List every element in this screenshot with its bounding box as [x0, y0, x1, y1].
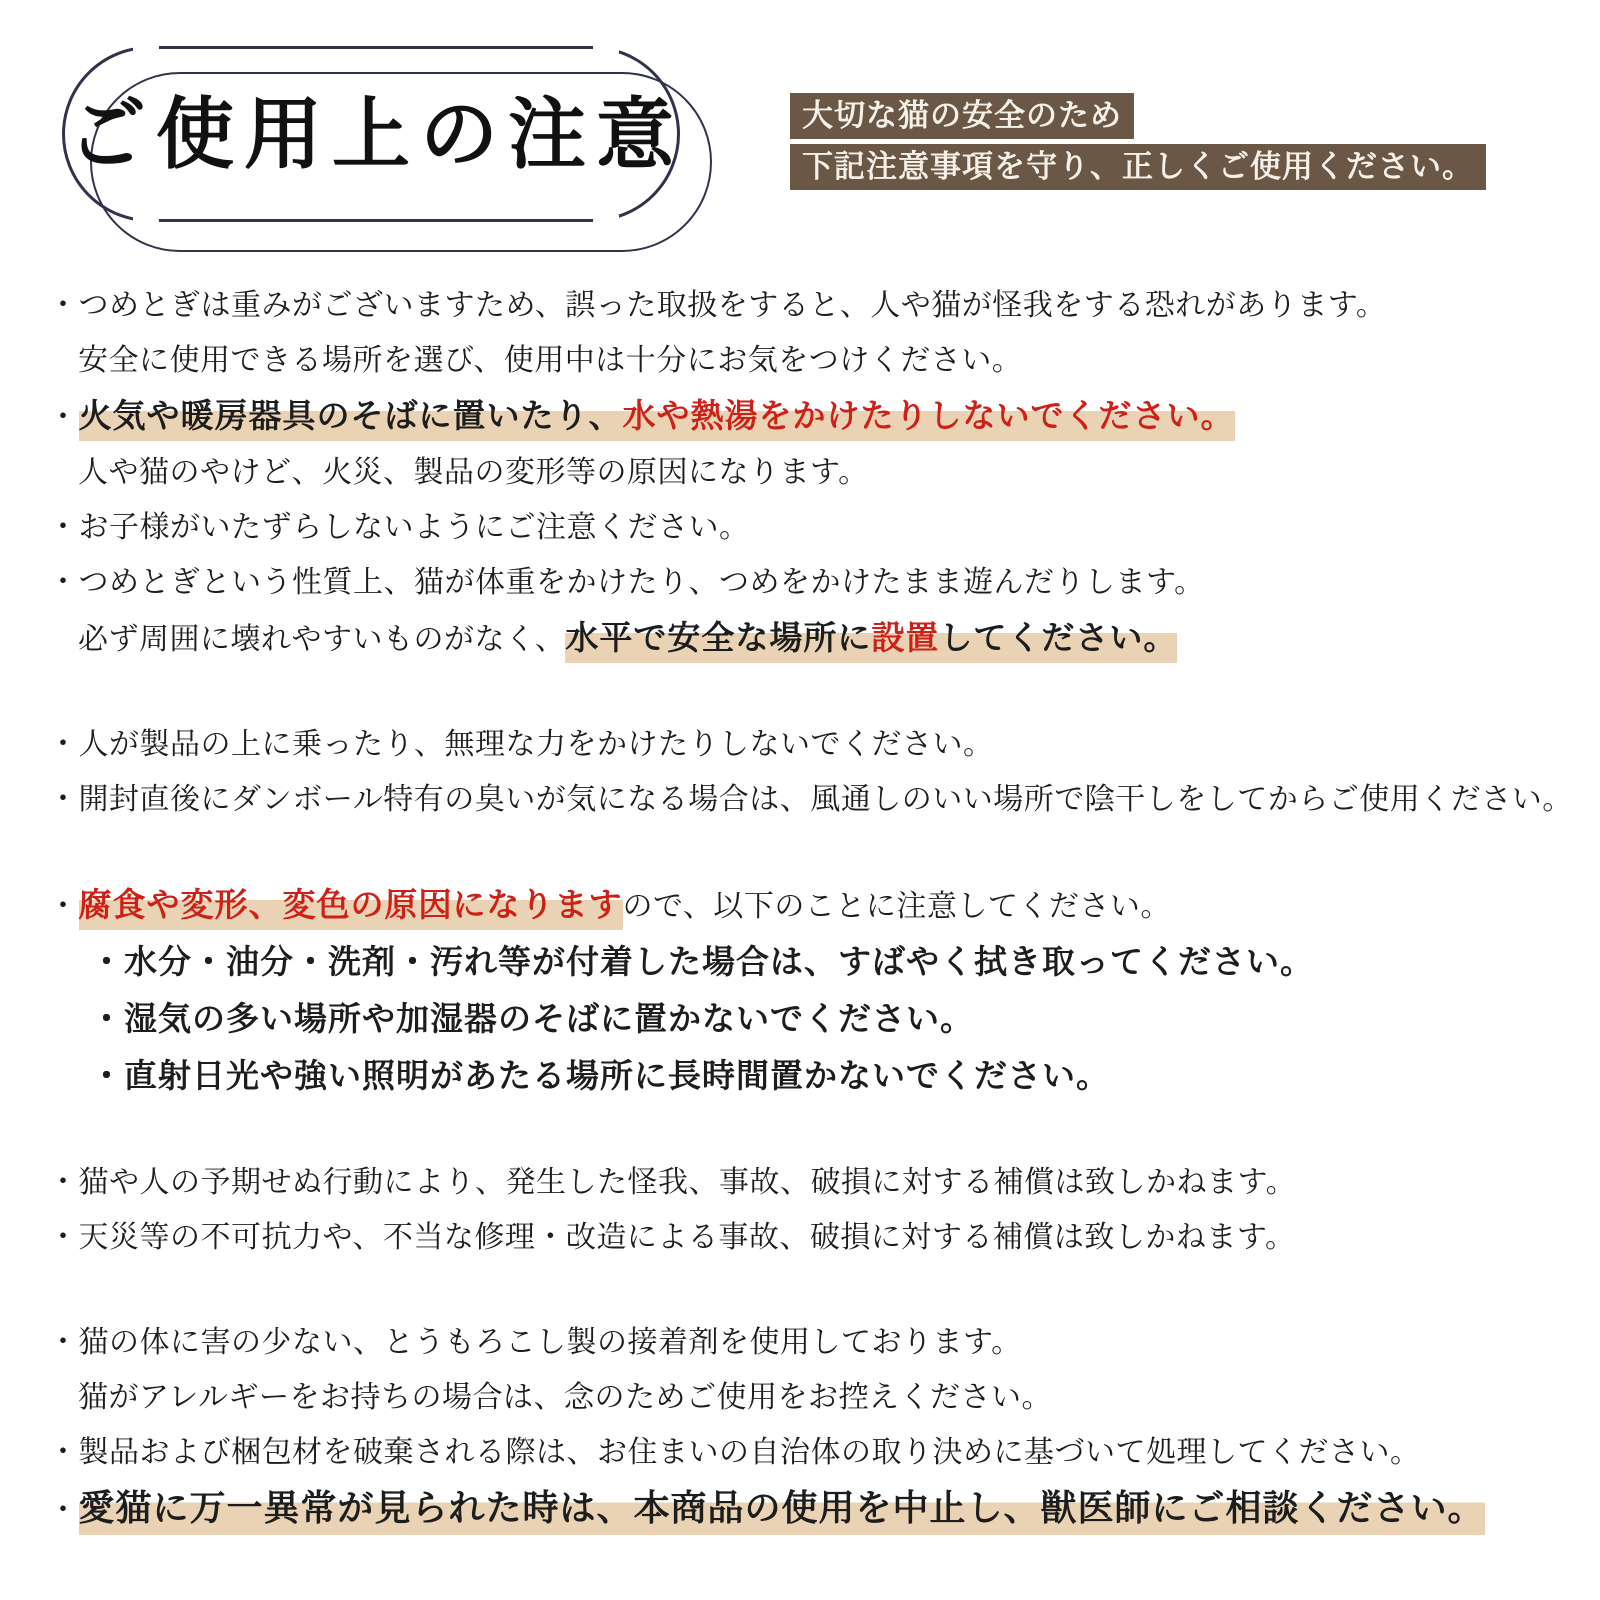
page-title: ご使用上の注意 — [68, 90, 685, 178]
note-bullet: ・ — [48, 728, 79, 761]
note-line — [48, 934, 1600, 991]
note-segment: 水平で安全な場所に — [565, 619, 871, 663]
capsule-stroke-gap — [133, 215, 159, 224]
note-segment: 必ず周囲に壊れやすいものがなく、 — [78, 623, 566, 656]
note-line — [48, 278, 1600, 333]
note-line — [48, 445, 1600, 500]
note-bullet: ・ — [48, 566, 79, 599]
page-header — [0, 0, 1600, 262]
note-bullet: ・ — [48, 1166, 79, 1199]
note-segment: つめとぎという性質上、猫が体重をかけたり、つめをかけたまま遊んだりします。 — [78, 566, 1205, 599]
note-segment: 愛猫に万一異常が見られた時は、本商品の使用を中止し、獣医師にご相談ください。 — [79, 1487, 1485, 1535]
note-line — [48, 388, 1600, 445]
capsule-stroke-gap — [593, 215, 619, 224]
note-segment: 水や熱湯をかけたりしないでください。 — [623, 397, 1235, 441]
note-bullet: ・ — [48, 783, 79, 816]
note-segment: 開封直後にダンボール特有の臭いが気になる場合は、風通しのいい場所で陰干しをしてからご使用ください。 — [78, 783, 1573, 816]
note-segment: ・直射日光や強い照明があたる場所に長時間置かないでください。 — [90, 1057, 1110, 1094]
note-line — [48, 877, 1600, 934]
capsule-stroke-gap — [593, 44, 619, 53]
note-segment: お子様がいたずらしないようにご注意ください。 — [78, 511, 750, 544]
note-line — [48, 610, 1600, 667]
note-segment: 腐食や変形、変色の原因になります — [79, 886, 623, 930]
note-line — [48, 1210, 1600, 1265]
note-segment: ので、以下のことに注意してください。 — [622, 890, 1171, 923]
note-line — [48, 1370, 1600, 1425]
note-line — [48, 1480, 1600, 1538]
note-segment: 人が製品の上に乗ったり、無理な力をかけたりしないでください。 — [78, 728, 994, 761]
note-line — [48, 1155, 1600, 1210]
note-segment: 安全に使用できる場所を選び、使用中は十分にお気をつけください。 — [78, 344, 1023, 377]
note-segment: 猫がアレルギーをお持ちの場合は、念のためご使用をお控えください。 — [78, 1381, 1053, 1414]
safety-banner-line1: 大切な猫の安全のため — [790, 93, 1134, 139]
note-segment: してください。 — [939, 619, 1177, 663]
caution-notes-list — [0, 262, 1600, 1538]
note-bullet: ・ — [48, 1221, 79, 1254]
note-line — [48, 1048, 1600, 1105]
note-line — [48, 333, 1600, 388]
note-line — [48, 1315, 1600, 1370]
note-segment: つめとぎは重みがございますため、誤った取扱をすると、人や猫が怪我をする恐れがあります。 — [78, 289, 1387, 322]
note-segment: ・水分・油分・洗剤・汚れ等が付着した場合は、すばやく拭き取ってください。 — [90, 943, 1314, 980]
note-line — [48, 1425, 1600, 1480]
note-segment: 天災等の不可抗力や、不当な修理・改造による事故、破損に対する補償は致しかねます。 — [78, 1221, 1296, 1254]
note-bullet: ・ — [48, 1494, 79, 1527]
title-capsule — [62, 46, 685, 222]
note-segment: 設置 — [871, 619, 939, 663]
note-line — [48, 717, 1600, 772]
note-bullet: ・ — [48, 1326, 79, 1359]
note-bullet: ・ — [48, 289, 79, 322]
note-segment: 猫や人の予期せぬ行動により、発生した怪我、事故、破損に対する補償は致しかねます。 — [78, 1166, 1297, 1199]
note-line — [48, 772, 1600, 827]
note-segment: 人や猫のやけど、火災、製品の変形等の原因になります。 — [78, 456, 869, 489]
note-bullet: ・ — [48, 890, 79, 923]
note-bullet: ・ — [48, 1436, 79, 1469]
safety-banner-line2: 下記注意事項を守り、正しくご使用ください。 — [790, 144, 1486, 190]
note-line — [48, 555, 1600, 610]
note-bullet: ・ — [48, 401, 79, 434]
note-segment: 猫の体に害の少ない、とうもろこし製の接着剤を使用しております。 — [78, 1326, 1022, 1359]
note-segment: 火気や暖房器具のそばに置いたり、 — [79, 397, 623, 441]
note-line — [48, 500, 1600, 555]
note-line — [48, 991, 1600, 1048]
note-segment: 製品および梱包材を破棄される際は、お住まいの自治体の取り決めに基づいて処理してください。 — [78, 1436, 1421, 1469]
capsule-stroke-gap — [133, 44, 159, 53]
note-segment: ・湿気の多い場所や加湿器のそばに置かないでください。 — [90, 1000, 974, 1037]
note-bullet: ・ — [48, 511, 79, 544]
